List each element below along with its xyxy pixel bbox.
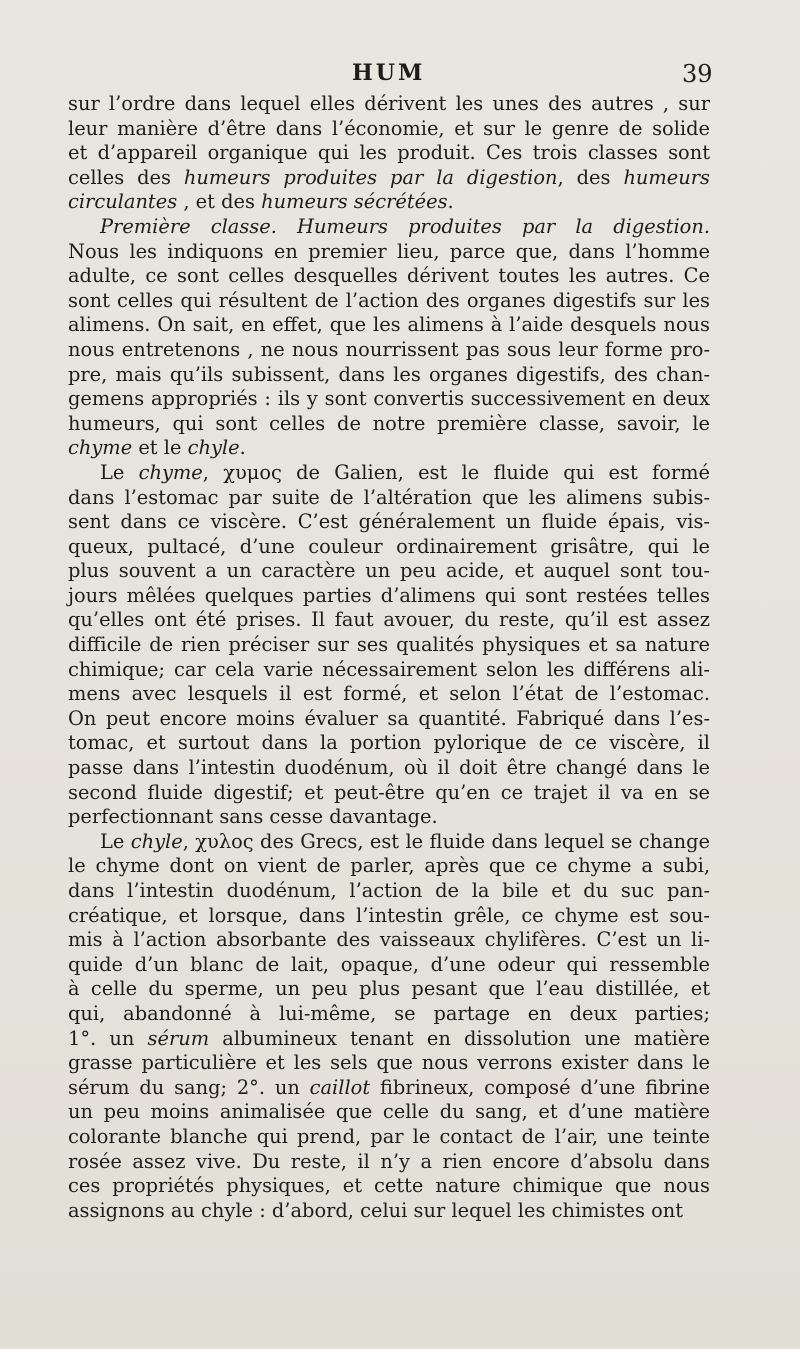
text-line: assignons au chyle : d’abord, celui sur lequel les chimistes ont — [68, 1198, 684, 1222]
text-line: dans l’intestin duodénum, l’action de la bile et du suc pan- — [68, 879, 710, 902]
text-line: sont celles qui résultent de l’action des organes digestifs sur les — [68, 288, 710, 312]
paragraph — [68, 461, 710, 830]
text-line: sérum du sang; 2°. un caillot fibrineux, composé d’une fibrine — [68, 1075, 710, 1099]
text-line: qui, abandonné à lui-même, se partage en deux parties; — [68, 1001, 710, 1025]
text-line: et d’appareil organique qui les produit. Ces trois classes sont — [68, 141, 710, 165]
text-line: quide d’un blanc de lait, opaque, d’une odeur qui ressemble — [68, 952, 710, 976]
running-head: HUM — [352, 60, 426, 86]
text-line: sur l’ordre dans lequel elles dérivent les unes des autres , sur — [68, 92, 710, 115]
text-line: ces propriétés physiques, et cette nature chimique que nous — [68, 1174, 710, 1198]
text-line: leur manière d’être dans l’économie, et sur le genre de solide — [68, 116, 710, 140]
text-line: celles des humeurs produites par la digestion, des humeurs — [68, 165, 710, 189]
text-line: second fluide digestif; et peut-être qu’en ce trajet il va en se — [68, 780, 710, 804]
text-line: mens avec lesquels il est formé, et selon l’état de l’estomac. — [68, 682, 710, 706]
text-line: perfectionnant sans cesse davantage. — [68, 805, 438, 829]
text-line: rosée assez vive. Du reste, il n’y a rien encore d’absolu dans — [68, 1149, 710, 1173]
text-line: humeurs, qui sont celles de notre première classe, savoir, le — [68, 411, 710, 435]
text-line: 1°. un sérum albumineux tenant en dissolution une matière — [68, 1026, 710, 1050]
text-line: sent dans ce viscère. C’est généralement un fluide épais, vis- — [68, 510, 710, 534]
text-line: On peut encore moins évaluer sa quantité. Fabriqué dans l’es- — [68, 706, 710, 730]
text-line: queux, pultacé, d’une couleur ordinairement grisâtre, qui le — [68, 534, 710, 558]
text-line: chyme et le chyle. — [68, 436, 246, 460]
text-line: nous entretenons , ne nous nourrissent pas sous leur forme pro- — [68, 337, 710, 361]
paragraph — [68, 92, 710, 215]
text-line: difficile de rien préciser sur ses qualités physiques et sa nature — [68, 633, 710, 657]
text-line: chimique; car cela varie nécessairement selon les différens ali- — [68, 657, 710, 681]
text-line: alimens. On sait, en effet, que les alimens à l’aide desquels nous — [68, 313, 710, 337]
text-line: plus souvent a un caractère un peu acide, et auquel sont tou- — [68, 559, 710, 583]
text-line: Nous les indiquons en premier lieu, parce que, dans l’homme — [68, 239, 710, 263]
text-line: à celle du sperme, un peu plus pesant que l’eau distillée, et — [68, 977, 710, 1001]
text-line: tomac, et surtout dans la portion pylorique de ce viscère, il — [68, 731, 710, 755]
page-number: 39 — [682, 60, 713, 88]
text-line: qu’elles ont été prises. Il faut avouer, du reste, qu’il est assez — [68, 608, 710, 632]
body-text — [68, 92, 710, 1223]
text-line: adulte, ce sont celles desquelles dérivent toutes les autres. Ce — [68, 264, 710, 288]
paragraph — [68, 830, 710, 1224]
text-line: pre, mais qu’ils subissent, dans les organes digestifs, des chan- — [68, 362, 710, 386]
text-line: colorante blanche qui prend, par le contact de l’air, une teinte — [68, 1124, 710, 1148]
text-line: grasse particulière et les sels que nous verrons exister dans le — [68, 1051, 710, 1075]
text-line: le chyme dont on vient de parler, après que ce chyme a subi, — [68, 854, 710, 878]
text-line: Le chyle, χυλος des Grecs, est le fluide dans lequel se change — [100, 829, 711, 853]
text-line: Le chyme, χυμος de Galien, est le fluide qui est formé — [100, 460, 711, 484]
text-line: jours mêlées quelques parties d’alimens qui sont restées telles — [68, 583, 710, 607]
text-line: dans l’estomac par suite de l’altération que les alimens subis- — [68, 485, 710, 509]
text-line: Première classe. Humeurs produites par la digestion. — [100, 214, 710, 238]
page-header — [0, 60, 800, 90]
text-line: gemens appropriés : ils y sont convertis successivement en deux — [68, 387, 710, 411]
text-line: passe dans l’intestin duodénum, où il doit être changé dans le — [68, 756, 710, 780]
text-line: créatique, et lorsque, dans l’intestin grêle, ce chyme est sou- — [68, 903, 710, 927]
text-line: mis à l’action absorbante des vaisseaux chylifères. C’est un li- — [68, 928, 710, 952]
text-line: circulantes , et des humeurs sécrétées. — [68, 190, 454, 214]
text-line: un peu moins animalisée que celle du sang, et d’une matière — [68, 1100, 710, 1124]
paragraph — [68, 215, 710, 461]
